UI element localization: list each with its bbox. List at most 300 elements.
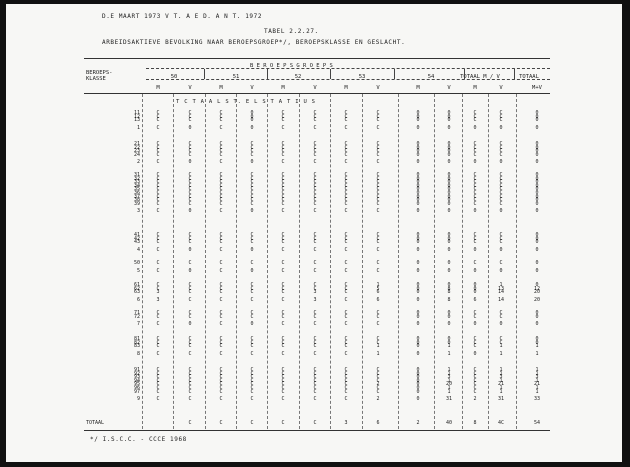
sex-column-header: M [344, 85, 348, 91]
table-cell-total: C [281, 396, 285, 403]
table-cell: C [250, 260, 254, 266]
table-cell: C C C C C C C C C [219, 172, 223, 207]
group-label: 50 [170, 74, 178, 80]
row-label: 91 92 93 94 95 96 97 [133, 367, 140, 395]
table-cell-total: 0 [416, 159, 420, 166]
table-cell-total: C [344, 396, 348, 403]
table-cell-total: 0 [535, 124, 539, 131]
document-page [6, 4, 622, 462]
table-cell-total: C [376, 246, 380, 253]
table-cell-total: 0 [499, 321, 503, 328]
table-cell: C C C C C C C [250, 367, 254, 395]
grand-total-cell: 8 [473, 420, 477, 426]
table-cell: C C C C [188, 141, 192, 158]
table-cell-total: C [156, 246, 160, 253]
group-label: TOTAAL M / V [460, 74, 500, 80]
row-label: 81 82 83 [133, 336, 140, 350]
table-cell-total: 0 [447, 159, 451, 166]
table-cell-total: 0 [416, 396, 420, 403]
row-label: 21 22 23 24 [133, 141, 140, 158]
table-cell: 0 0 1 [447, 336, 451, 350]
table-cell: 0 0 0 [535, 110, 539, 124]
table-cell-total: C [156, 396, 160, 403]
table-cell-total: C [281, 159, 285, 166]
table-cell: C C C C C C C C C [344, 172, 348, 207]
table-cell-total: 0 [250, 159, 254, 166]
sex-column-header: V [313, 85, 317, 91]
sex-column-header: V [447, 85, 451, 91]
column-guide [488, 94, 489, 429]
row-label: 41 42 43 [133, 232, 140, 246]
table-cell: C [281, 260, 285, 266]
table-cell-total: C [344, 296, 348, 303]
group-rule [146, 68, 550, 69]
table-cell: 0 0 0 0 [447, 141, 451, 158]
table-cell: C C C C C C C C C [281, 172, 285, 207]
table-cell: C C [250, 310, 254, 320]
table-cell: C C [281, 310, 285, 320]
table-cell-total: C [219, 396, 223, 403]
table-cell-total: C [250, 296, 254, 303]
table-cell: C [313, 260, 317, 266]
table-cell: 0 0 0 [447, 110, 451, 124]
table-cell: C C C [188, 232, 192, 246]
table-cell-total: C [219, 350, 223, 357]
table-cell-total: C [250, 350, 254, 357]
column-guide [205, 94, 206, 429]
table-cell: 1 5 6 [376, 282, 380, 296]
table-cell-total: 0 [416, 208, 420, 215]
table-cell-total: C [313, 208, 317, 215]
table-cell: C C [376, 310, 380, 320]
table-cell: C C 1 [376, 336, 380, 350]
table-cell: C [188, 260, 192, 266]
table-cell-total: C [281, 208, 285, 215]
table-cell-total: C [313, 159, 317, 166]
grand-total-cell: C [313, 420, 317, 426]
table-cell-total: C [281, 296, 285, 303]
table-cell: C C C [219, 232, 223, 246]
table-cell: C C C [219, 110, 223, 124]
table-cell-total: C [281, 124, 285, 131]
column-guide [267, 94, 268, 429]
column-guide [330, 94, 331, 429]
table-cell: 0 0 0 0 0 0 0 0 0 [447, 172, 451, 207]
row-total-label: 3 [136, 208, 140, 215]
column-separator [514, 69, 515, 79]
table-cell: C C C [376, 110, 380, 124]
table-cell-total: 0 [416, 246, 420, 253]
table-cell: C C C C C C C C C [250, 172, 254, 207]
table-cell: C C C [188, 336, 192, 350]
table-cell: C C C C [376, 141, 380, 158]
row-total-label: 4 [136, 246, 140, 253]
table-cell-total: 2 [376, 396, 380, 403]
column-guide [362, 94, 363, 429]
sex-column-header: M+V [532, 85, 542, 91]
column-guide [299, 94, 300, 429]
table-cell: C [344, 260, 348, 266]
column-guide [516, 94, 517, 429]
table-cell-total: 0 [416, 267, 420, 274]
table-cell-total: 0 [473, 267, 477, 274]
table-cell-total: C [313, 124, 317, 131]
table-cell-total: 3 [313, 296, 317, 303]
table-cell: C C C [473, 336, 477, 350]
row-total-label: 8 [136, 350, 140, 357]
table-cell-total: C [281, 246, 285, 253]
table-cell: 0 0 0 [535, 232, 539, 246]
table-cell: C C C C C C C C C [313, 172, 317, 207]
table-cell: C C [188, 310, 192, 320]
grand-total-cell: 6 [376, 420, 380, 426]
table-cell-total: C [219, 208, 223, 215]
table-cell-total: C [156, 124, 160, 131]
column-separator [394, 69, 395, 79]
table-cell: C C C C C C C C C [376, 172, 380, 207]
table-cell: C C C C [250, 141, 254, 158]
row-label: 50 [133, 260, 140, 266]
row-total-label: 6 [136, 296, 140, 303]
table-cell: C C [499, 310, 503, 320]
table-cell: C C 1 [499, 336, 503, 350]
table-cell-total: 0 [535, 208, 539, 215]
column-separator [464, 69, 465, 79]
group-label: 53 [358, 74, 366, 80]
grand-total-cell: 4C [497, 420, 505, 426]
table-cell-total: C [156, 267, 160, 274]
table-cell-total: C [376, 208, 380, 215]
table-cell: 0 0 1 [535, 336, 539, 350]
table-cell-total: 0 [473, 159, 477, 166]
grand-total-cell: C [250, 420, 254, 426]
table-cell: C C C C C C C [344, 367, 348, 395]
table-cell-total: 0 [250, 246, 254, 253]
table-cell-total: C [281, 321, 285, 328]
table-cell-total: 0 [473, 321, 477, 328]
table-cell-total: 0 [416, 296, 420, 303]
grand-total-cell: 40 [445, 420, 453, 426]
table-cell: C C C [156, 336, 160, 350]
grand-total-cell: 3 [344, 420, 348, 426]
table-cell: 0 0 0 [447, 232, 451, 246]
table-cell: C C C C 2 C C [376, 367, 380, 395]
table-cell: 0 0 [447, 310, 451, 320]
section-title: T C T A A L S T. E L S T A T I U S [176, 99, 316, 105]
table-cell: C C C C [281, 141, 285, 158]
table-cell-total: C [313, 321, 317, 328]
sex-column-header: M [156, 85, 160, 91]
table-cell: C [473, 260, 477, 266]
table-cell-total: C [188, 350, 192, 357]
sex-column-header: V [250, 85, 254, 91]
row-total-label: 2 [136, 159, 140, 166]
table-cell: 0 [416, 260, 420, 266]
grand-total-cell: 54 [533, 420, 541, 426]
table-cell-total: 0 [447, 208, 451, 215]
table-cell-total: 0 [416, 124, 420, 131]
table-cell: 1 13 14 [497, 282, 505, 296]
table-cell-total: C [344, 350, 348, 357]
table-cell: 0 0 0 [416, 232, 420, 246]
table-cell-total: C [250, 396, 254, 403]
sex-column-header: V [188, 85, 192, 91]
footnote: */ I.S.C.C. - CCCE 1968 [90, 436, 187, 443]
table-cell-total: C [219, 321, 223, 328]
table-cell: 0 0 0 0 [535, 141, 539, 158]
table-cell-total: 2 [473, 396, 477, 403]
table-cell: C C [156, 310, 160, 320]
grand-total-cell: C [188, 420, 192, 426]
table-cell: C C C [156, 232, 160, 246]
row-label: 71 72 [133, 310, 140, 320]
grand-total-cell: C [219, 420, 223, 426]
table-cell-total: 0 [499, 246, 503, 253]
table-bottom-rule [84, 430, 550, 431]
table-cell: 0 0 0 0 0 0 0 0 0 [535, 172, 539, 207]
header-bottom-rule [84, 93, 550, 94]
sex-column-header: M [416, 85, 420, 91]
table-cell-total: C [219, 246, 223, 253]
table-cell: 0 0 0 [416, 282, 420, 296]
table-cell: 0 [535, 260, 539, 266]
table-cell: C C C C C C C [188, 367, 192, 395]
table-cell: C C C [313, 232, 317, 246]
table-cell: C C C [188, 110, 192, 124]
grand-total-label: TOTAAL [86, 420, 105, 426]
table-cell: C C C [344, 232, 348, 246]
table-cell: C C C [499, 232, 503, 246]
table-cell: C C C [219, 282, 223, 296]
table-cell: 0 [447, 260, 451, 266]
table-cell-total: C [188, 396, 192, 403]
table-cell: C C 3 [313, 282, 317, 296]
table-cell: C C C C C C C [219, 367, 223, 395]
table-cell: 0 0 0 [473, 282, 477, 296]
table-cell-total: 1 [499, 350, 503, 357]
table-cell: C C C [281, 336, 285, 350]
table-cell-total: 0 [250, 267, 254, 274]
table-cell: C C C [281, 232, 285, 246]
table-cell: C C C [281, 282, 285, 296]
table-cell-total: 0 [535, 267, 539, 274]
table-cell: C [219, 260, 223, 266]
sex-column-header: V [499, 85, 503, 91]
column-separator [204, 69, 205, 79]
table-cell-total: 0 [250, 124, 254, 131]
table-cell-total: 31 [497, 396, 505, 403]
column-separator [330, 69, 331, 79]
table-cell: C C C [344, 336, 348, 350]
table-cell: C C C [473, 110, 477, 124]
column-guide [398, 94, 399, 429]
table-cell: C C 3 [156, 282, 160, 296]
table-cell: C C C C C C C [313, 367, 317, 395]
table-cell: C [376, 260, 380, 266]
column-guide [142, 94, 143, 429]
table-cell-total: 0 [447, 267, 451, 274]
table-cell: C C C C [344, 141, 348, 158]
table-cell-total: 6 [473, 296, 477, 303]
table-cell: 1 1 3 1 21 1 1 [497, 367, 505, 395]
table-cell-total: 8 [447, 296, 451, 303]
table-cell: C C C [156, 110, 160, 124]
table-cell-total: C [313, 396, 317, 403]
table-cell: C C C C [499, 141, 503, 158]
group-label: 54 [427, 74, 435, 80]
table-cell-total: C [156, 321, 160, 328]
table-cell-total: 0 [416, 321, 420, 328]
page-header: D.E MAART 1973 V T. A E D. A N T. 1972 [102, 13, 263, 20]
table-cell-total: C [219, 124, 223, 131]
table-cell-total: 1 [376, 350, 380, 357]
table-cell: 0 0 [535, 310, 539, 320]
table-cell-total: C [313, 350, 317, 357]
table-cell: C C C C [219, 141, 223, 158]
table-cell-total: C [219, 159, 223, 166]
table-cell-total: 0 [188, 208, 192, 215]
table-cell: C C C C C C C [473, 367, 477, 395]
table-cell-total: 0 [499, 124, 503, 131]
table-cell: 0 8 8 [447, 282, 451, 296]
table-cell-total: 20 [533, 296, 541, 303]
table-cell-total: C [281, 350, 285, 357]
table-cell-total: 0 [447, 246, 451, 253]
column-guide [462, 94, 463, 429]
table-cell-total: 0 [188, 321, 192, 328]
table-cell-total: 0 [473, 208, 477, 215]
table-cell-total: C [156, 208, 160, 215]
group-header: B E R O E P S G R O E P S [250, 63, 333, 69]
table-cell-total: 0 [188, 124, 192, 131]
table-cell-total: 31 [445, 396, 453, 403]
table-cell-total: 0 [447, 124, 451, 131]
table-cell-total: C [156, 350, 160, 357]
table-cell: 1 1 3 1 20 1 1 [445, 367, 453, 395]
row-total-label: 9 [136, 396, 140, 403]
table-cell-total: 14 [497, 296, 505, 303]
table-cell: C C C C C C C [281, 367, 285, 395]
table-cell-total: C [344, 208, 348, 215]
table-title: TABEL 2.2.27. [264, 28, 319, 35]
table-cell: C C C [313, 110, 317, 124]
table-cell: C C [473, 310, 477, 320]
group-label: TOTAAL [519, 74, 539, 80]
table-cell-total: 6 [376, 296, 380, 303]
table-cell-total: 0 [535, 246, 539, 253]
column-separator [267, 69, 268, 79]
table-cell-total: 0 [473, 246, 477, 253]
table-cell: C [156, 260, 160, 266]
sex-column-header: V [376, 85, 380, 91]
table-cell-total: C [344, 124, 348, 131]
table-cell: C C C [188, 282, 192, 296]
table-cell: C C [219, 310, 223, 320]
table-cell: 0 0 0 [416, 336, 420, 350]
table-cell-total: C [281, 267, 285, 274]
row-label: 31 32 33 34 35 36 37 38 39 [133, 172, 140, 207]
table-cell: C C C [281, 110, 285, 124]
row-total-label: 7 [136, 321, 140, 328]
table-cell-total: 0 [250, 321, 254, 328]
table-cell-total: C [344, 267, 348, 274]
table-cell-total: 0 [447, 321, 451, 328]
table-cell-total: C [219, 296, 223, 303]
table-cell-total: 0 [188, 159, 192, 166]
table-cell-total: 0 [499, 159, 503, 166]
table-cell: 0 0 0 0 0 0 0 [416, 367, 420, 395]
table-cell-total: 0 [188, 267, 192, 274]
group-label: 52 [294, 74, 302, 80]
table-cell-total: C [376, 124, 380, 131]
table-cell: C C C [473, 232, 477, 246]
table-cell: C C C [344, 282, 348, 296]
table-cell-total: 0 [473, 124, 477, 131]
table-cell: C C C C C C C C C [473, 172, 477, 207]
table-cell: 0 0 0 0 [416, 141, 420, 158]
table-cell-total: 0 [499, 208, 503, 215]
table-cell: C C C C C C C C C [156, 172, 160, 207]
table-cell-total: 3 [156, 296, 160, 303]
table-cell: 0 0 0 0 0 0 0 0 0 [416, 172, 420, 207]
table-cell-total: 0 [499, 267, 503, 274]
sex-column-header: M [281, 85, 285, 91]
table-cell: 1 1 3 1 21 1 1 [533, 367, 541, 395]
table-cell: C C C C [313, 141, 317, 158]
table-cell-total: C [156, 159, 160, 166]
table-cell: C C C [219, 336, 223, 350]
grand-total-cell: 2 [416, 420, 420, 426]
table-cell-total: C [219, 267, 223, 274]
table-cell: C C C C C C C C C [188, 172, 192, 207]
table-cell: 0 0 [416, 310, 420, 320]
table-cell-total: C [376, 267, 380, 274]
table-cell-total: 0 [416, 350, 420, 357]
table-cell: C C C C [473, 141, 477, 158]
table-cell-total: C [376, 159, 380, 166]
table-cell-total: 1 [447, 350, 451, 357]
table-cell-total: C [344, 246, 348, 253]
table-cell-total: C [344, 321, 348, 328]
table-cell: 0 0 0 [416, 110, 420, 124]
table-cell: C C C [344, 110, 348, 124]
row-total-label: 5 [136, 267, 140, 274]
table-top-rule [84, 58, 550, 59]
table-cell-total: 1 [535, 350, 539, 357]
table-cell-total: 0 [535, 321, 539, 328]
table-cell: C C [313, 310, 317, 320]
table-cell-total: 0 [473, 350, 477, 357]
table-cell: C C C [376, 232, 380, 246]
table-cell: C C C [250, 336, 254, 350]
table-cell-total: C [313, 267, 317, 274]
table-cell: C C C C C C C C C [499, 172, 503, 207]
table-cell: 0 0 0 [250, 110, 254, 124]
table-cell: C C C C C C C [156, 367, 160, 395]
table-cell: C C [344, 310, 348, 320]
grand-total-cell: C [281, 420, 285, 426]
table-cell: 0 12 20 [533, 282, 541, 296]
table-cell-total: 0 [535, 159, 539, 166]
table-cell: C C C C [156, 141, 160, 158]
group-label: 51 [232, 74, 240, 80]
row-total-label: 1 [136, 124, 140, 131]
column-guide [434, 94, 435, 429]
table-cell-total: C [313, 246, 317, 253]
column-guide [173, 94, 174, 429]
table-cell: C C C [250, 282, 254, 296]
table-cell: C C C [313, 336, 317, 350]
